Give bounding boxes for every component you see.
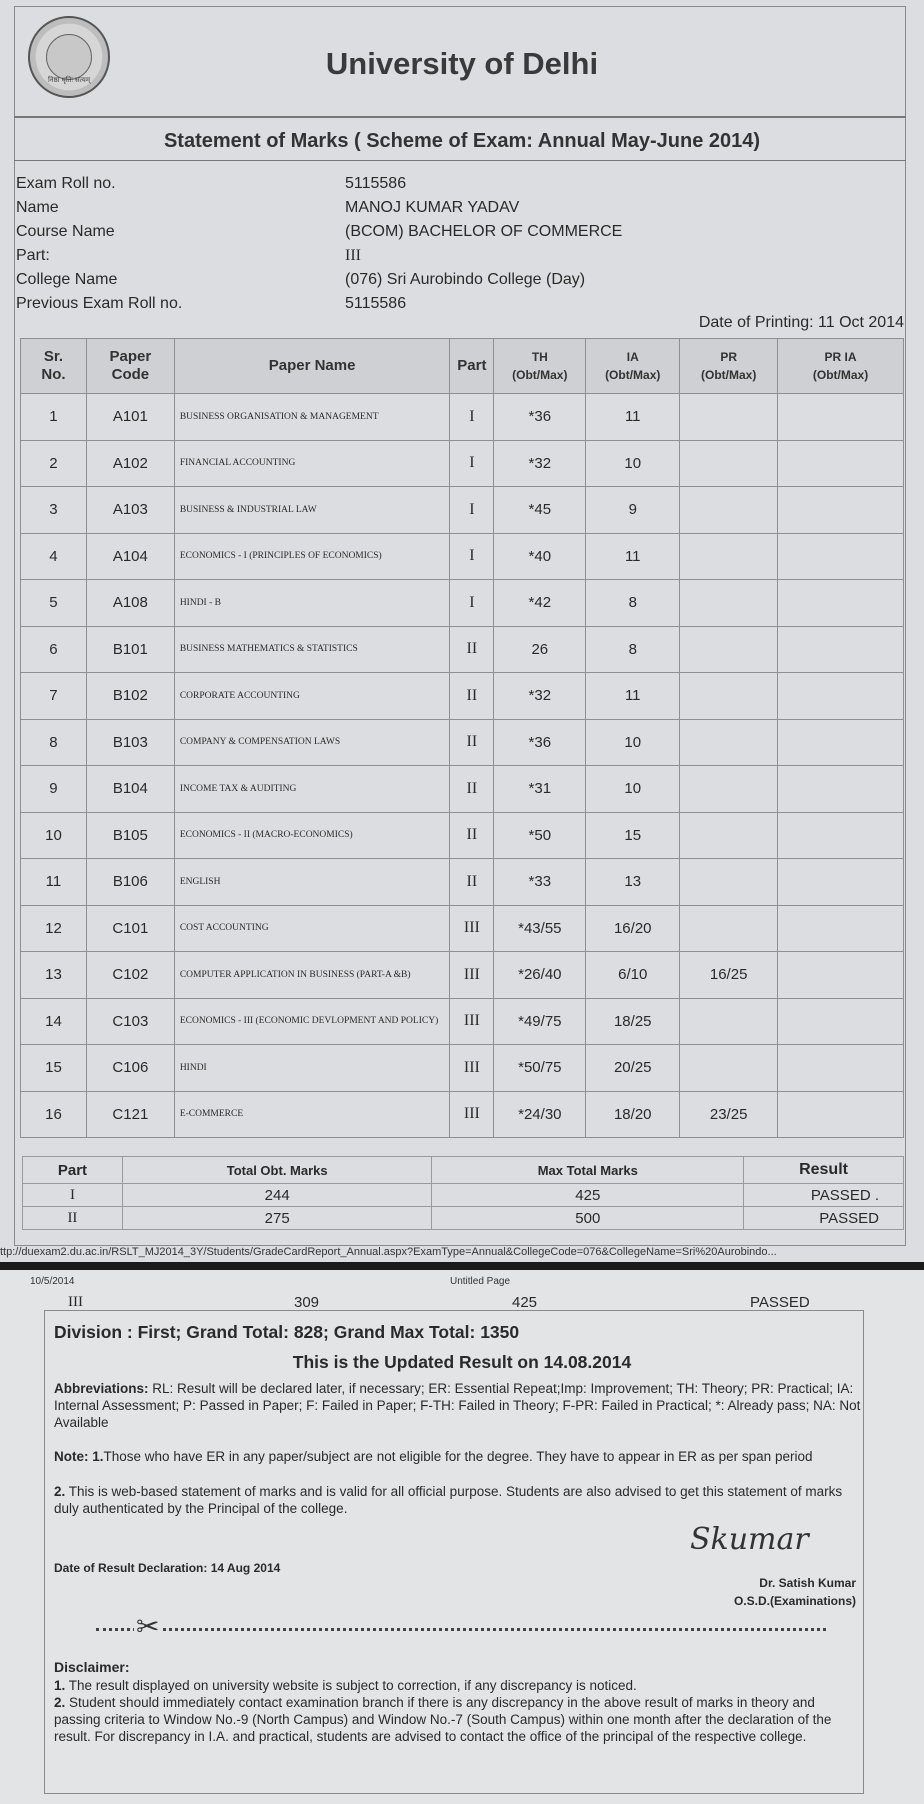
table-row xyxy=(21,859,904,906)
row-code: A104 xyxy=(86,533,174,580)
row-paper-name: INCOME TAX & AUDITING xyxy=(174,766,450,813)
header-code: Paper Code xyxy=(86,339,174,394)
table-row xyxy=(21,1045,904,1092)
row-code: C103 xyxy=(86,998,174,1045)
row-th: *36 xyxy=(494,394,586,441)
row-sr: 6 xyxy=(21,626,87,673)
table-row xyxy=(21,719,904,766)
row-pr-ia xyxy=(778,1045,904,1092)
row-code: B101 xyxy=(86,626,174,673)
row-th: *43/55 xyxy=(494,905,586,952)
row-pr xyxy=(680,719,778,766)
row-part: III xyxy=(450,1045,494,1092)
row-pr-ia xyxy=(778,719,904,766)
table-row xyxy=(21,394,904,441)
row-code: C121 xyxy=(86,1091,174,1138)
totals-obt: 275 xyxy=(122,1207,432,1230)
info-label: Exam Roll no. xyxy=(16,175,116,192)
row-ia: 10 xyxy=(586,719,680,766)
table-row xyxy=(21,766,904,813)
header-paper-name: Paper Name xyxy=(174,339,450,394)
row-part: II xyxy=(450,626,494,673)
totals-result: PASSED . xyxy=(744,1184,904,1207)
row-pr xyxy=(680,440,778,487)
marks-table xyxy=(20,338,904,1138)
table-row xyxy=(21,1091,904,1138)
header-pr-ia: PR IA (Obt/Max) xyxy=(778,339,904,394)
totals-header-obt: Total Obt. Marks xyxy=(122,1157,432,1184)
row-sr: 7 xyxy=(21,673,87,720)
totals-max: 500 xyxy=(432,1207,744,1230)
row-ia: 11 xyxy=(586,673,680,720)
table-row xyxy=(21,812,904,859)
row-code: C106 xyxy=(86,1045,174,1092)
info-value: 5115586 xyxy=(345,295,407,312)
row-th: *50 xyxy=(494,812,586,859)
table-row xyxy=(21,952,904,999)
row-th: *42 xyxy=(494,580,586,627)
updated-result-note: This is the Updated Result on 14.08.2014 xyxy=(292,1352,632,1372)
row-code: A108 xyxy=(86,580,174,627)
row-sr: 4 xyxy=(21,533,87,580)
totals-table xyxy=(22,1156,904,1230)
row-th: 26 xyxy=(494,626,586,673)
row-code: B104 xyxy=(86,766,174,813)
header-part: Part xyxy=(450,339,494,394)
info-value: MANOJ KUMAR YADAV xyxy=(345,199,520,216)
info-label: Name xyxy=(16,199,59,216)
row-part: II xyxy=(450,766,494,813)
totals-result: PASSED xyxy=(750,1294,810,1311)
row-code: A103 xyxy=(86,487,174,534)
row-paper-name: COMPANY & COMPENSATION LAWS xyxy=(174,719,450,766)
row-ia: 18/25 xyxy=(586,998,680,1045)
row-pr-ia xyxy=(778,394,904,441)
row-paper-name: HINDI - B xyxy=(174,580,450,627)
row-th: *33 xyxy=(494,859,586,906)
header-ia: IA (Obt/Max) xyxy=(586,339,680,394)
header-sr: Sr. No. xyxy=(21,339,87,394)
abbreviations: Abbreviations: RL: Result will be declared later, if necessary; ER: Essential Repeat;Imp: Improvement; TH: Theory; PR: Practical; IA: Internal Assessment; P: Passed in Paper; F: Failed in Paper; F-TH: Failed in Theory; F-PR: Failed in Practical; *: Already pass; NA: Not Available xyxy=(54,1381,861,1430)
row-pr: 23/25 xyxy=(680,1091,778,1138)
print-header-title: Untitled Page xyxy=(450,1276,511,1287)
info-label: College Name xyxy=(16,271,118,288)
row-paper-name: ENGLISH xyxy=(174,859,450,906)
row-ia: 10 xyxy=(586,766,680,813)
row-ia: 11 xyxy=(586,533,680,580)
row-pr-ia xyxy=(778,998,904,1045)
signatory-name: Dr. Satish Kumar xyxy=(759,1576,856,1590)
table-row xyxy=(21,626,904,673)
row-sr: 15 xyxy=(21,1045,87,1092)
row-paper-name: ECONOMICS - II (MACRO-ECONOMICS) xyxy=(174,812,450,859)
row-pr-ia xyxy=(778,533,904,580)
row-part: I xyxy=(450,533,494,580)
cut-line xyxy=(96,1628,826,1631)
totals-part: III xyxy=(68,1294,83,1310)
page-two xyxy=(0,1270,924,1804)
row-sr: 13 xyxy=(21,952,87,999)
row-pr xyxy=(680,812,778,859)
row-pr-ia xyxy=(778,580,904,627)
row-pr-ia xyxy=(778,859,904,906)
row-part: III xyxy=(450,1091,494,1138)
totals-header-max: Max Total Marks xyxy=(432,1157,744,1184)
totals-obt: 244 xyxy=(122,1184,432,1207)
row-paper-name: E-COMMERCE xyxy=(174,1091,450,1138)
row-pr-ia xyxy=(778,812,904,859)
row-part: III xyxy=(450,952,494,999)
row-pr-ia xyxy=(778,1091,904,1138)
row-pr xyxy=(680,487,778,534)
row-paper-name: COMPUTER APPLICATION IN BUSINESS (PART-A &B) xyxy=(174,952,450,999)
row-code: C102 xyxy=(86,952,174,999)
statement-title: Statement of Marks ( Scheme of Exam: Annual May-June 2014) xyxy=(163,130,761,152)
row-pr xyxy=(680,905,778,952)
row-th: *24/30 xyxy=(494,1091,586,1138)
row-paper-name: CORPORATE ACCOUNTING xyxy=(174,673,450,720)
marks-body xyxy=(21,394,904,1138)
disclaimer-2: 2. Student should immediately contact examination branch if there is any discrepancy in the above result of marks in theory and passing criteria to Window No.-9 (North Campus) and Window No.-7 (South Campus) within one month after the declaration of the result. For discrepancy in I.A. and practical, students are advised to contact the office of the principal of the respective college. xyxy=(54,1695,832,1744)
row-paper-name: BUSINESS MATHEMATICS & STATISTICS xyxy=(174,626,450,673)
university-title: University of Delhi xyxy=(325,46,599,81)
totals-row-part-three xyxy=(44,1292,864,1314)
row-ia: 15 xyxy=(586,812,680,859)
row-part: II xyxy=(450,673,494,720)
row-sr: 9 xyxy=(21,766,87,813)
info-label: Part: xyxy=(16,247,50,264)
row-code: A102 xyxy=(86,440,174,487)
disclaimer-1: 1. The result displayed on university website is subject to correction, if any discrepancy is noticed. xyxy=(54,1678,637,1693)
row-th: *31 xyxy=(494,766,586,813)
row-ia: 9 xyxy=(586,487,680,534)
totals-row xyxy=(23,1184,904,1207)
note-2: 2. This is web-based statement of marks and is valid for all official purpose. Students are also advised to get this statement of marks duly authenticated by the Principal of the college. xyxy=(54,1484,843,1516)
row-pr xyxy=(680,394,778,441)
totals-header-row xyxy=(23,1157,904,1184)
totals-header-part: Part xyxy=(23,1157,123,1184)
table-row xyxy=(21,440,904,487)
row-code: B103 xyxy=(86,719,174,766)
row-part: II xyxy=(450,859,494,906)
signature: Skumar xyxy=(690,1522,809,1557)
row-sr: 14 xyxy=(21,998,87,1045)
row-pr xyxy=(680,580,778,627)
table-row xyxy=(21,673,904,720)
row-sr: 2 xyxy=(21,440,87,487)
row-th: *40 xyxy=(494,533,586,580)
totals-obt: 309 xyxy=(294,1294,320,1311)
divider xyxy=(14,160,906,161)
row-ia: 8 xyxy=(586,626,680,673)
totals-header-result: Result xyxy=(744,1157,904,1184)
totals-result: PASSED xyxy=(744,1207,904,1230)
divider xyxy=(14,116,906,118)
row-sr: 10 xyxy=(21,812,87,859)
row-part: I xyxy=(450,440,494,487)
signatory-designation: O.S.D.(Examinations) xyxy=(733,1594,856,1608)
row-paper-name: ECONOMICS - III (ECONOMIC DEVLOPMENT AND POLICY) xyxy=(174,998,450,1045)
print-header-date: 10/5/2014 xyxy=(30,1276,75,1287)
signatory-block xyxy=(734,1574,856,1610)
totals-part: II xyxy=(23,1207,123,1230)
declaration-date: Date of Result Declaration: 14 Aug 2014 xyxy=(54,1561,281,1575)
header-th: TH (Obt/Max) xyxy=(494,339,586,394)
row-code: B106 xyxy=(86,859,174,906)
row-ia: 16/20 xyxy=(586,905,680,952)
row-part: III xyxy=(450,905,494,952)
row-ia: 13 xyxy=(586,859,680,906)
division-summary: Division : First; Grand Total: 828; Grand Max Total: 1350 xyxy=(54,1322,520,1342)
row-th: *45 xyxy=(494,487,586,534)
table-header-row xyxy=(21,339,904,394)
row-th: *50/75 xyxy=(494,1045,586,1092)
row-part: II xyxy=(450,812,494,859)
row-pr-ia xyxy=(778,626,904,673)
row-th: *49/75 xyxy=(494,998,586,1045)
totals-row xyxy=(23,1207,904,1230)
page-url: ttp://duexam2.du.ac.in/RSLT_MJ2014_3Y/Students/GradeCardReport_Annual.aspx?ExamType=Annual&CollegeCode=076&CollegeName=Sri%20Aurobindo... xyxy=(0,1246,777,1258)
row-ia: 6/10 xyxy=(586,952,680,999)
row-pr xyxy=(680,673,778,720)
row-sr: 5 xyxy=(21,580,87,627)
row-part: I xyxy=(450,394,494,441)
info-value: 5115586 xyxy=(345,175,407,192)
print-date: Date of Printing: 11 Oct 2014 xyxy=(698,314,904,331)
row-pr xyxy=(680,766,778,813)
totals-part: I xyxy=(23,1184,123,1207)
table-row xyxy=(21,905,904,952)
table-row xyxy=(21,487,904,534)
row-ia: 10 xyxy=(586,440,680,487)
row-paper-name: ECONOMICS - I (PRINCIPLES OF ECONOMICS) xyxy=(174,533,450,580)
info-value: (BCOM) BACHELOR OF COMMERCE xyxy=(345,223,623,240)
row-part: III xyxy=(450,998,494,1045)
row-pr xyxy=(680,998,778,1045)
row-code: C101 xyxy=(86,905,174,952)
row-ia: 20/25 xyxy=(586,1045,680,1092)
row-pr xyxy=(680,859,778,906)
row-ia: 11 xyxy=(586,394,680,441)
info-label: Previous Exam Roll no. xyxy=(16,295,183,312)
row-code: B105 xyxy=(86,812,174,859)
row-th: *26/40 xyxy=(494,952,586,999)
row-pr-ia xyxy=(778,487,904,534)
row-sr: 16 xyxy=(21,1091,87,1138)
table-row xyxy=(21,533,904,580)
row-paper-name: HINDI xyxy=(174,1045,450,1092)
row-pr: 16/25 xyxy=(680,952,778,999)
row-pr-ia xyxy=(778,440,904,487)
seal-motto: निष्ठा धृतिः सत्यम् xyxy=(47,77,91,84)
row-part: II xyxy=(450,719,494,766)
totals-max: 425 xyxy=(432,1184,744,1207)
row-pr xyxy=(680,1045,778,1092)
row-pr xyxy=(680,626,778,673)
row-sr: 1 xyxy=(21,394,87,441)
row-paper-name: BUSINESS & INDUSTRIAL LAW xyxy=(174,487,450,534)
row-pr-ia xyxy=(778,673,904,720)
row-paper-name: FINANCIAL ACCOUNTING xyxy=(174,440,450,487)
row-code: A101 xyxy=(86,394,174,441)
table-row xyxy=(21,998,904,1045)
row-paper-name: BUSINESS ORGANISATION & MANAGEMENT xyxy=(174,394,450,441)
row-sr: 8 xyxy=(21,719,87,766)
header-pr: PR (Obt/Max) xyxy=(680,339,778,394)
row-sr: 12 xyxy=(21,905,87,952)
disclaimer-heading: Disclaimer: xyxy=(54,1659,130,1675)
table-row xyxy=(21,580,904,627)
row-part: I xyxy=(450,487,494,534)
row-th: *32 xyxy=(494,440,586,487)
info-label: Course Name xyxy=(16,223,115,240)
row-pr-ia xyxy=(778,905,904,952)
row-sr: 3 xyxy=(21,487,87,534)
note-1: Note: 1.Those who have ER in any paper/subject are not eligible for the degree. They have to appear in ER as per span period xyxy=(54,1449,813,1464)
row-pr-ia xyxy=(778,952,904,999)
row-code: B102 xyxy=(86,673,174,720)
row-ia: 8 xyxy=(586,580,680,627)
info-value: III xyxy=(345,247,361,264)
row-part: I xyxy=(450,580,494,627)
info-value: (076) Sri Aurobindo College (Day) xyxy=(345,271,586,288)
row-th: *32 xyxy=(494,673,586,720)
row-pr xyxy=(680,533,778,580)
totals-max: 425 xyxy=(512,1294,538,1311)
row-th: *36 xyxy=(494,719,586,766)
row-sr: 11 xyxy=(21,859,87,906)
row-ia: 18/20 xyxy=(586,1091,680,1138)
scissors-icon: ✂ xyxy=(136,1611,160,1642)
row-paper-name: COST ACCOUNTING xyxy=(174,905,450,952)
row-pr-ia xyxy=(778,766,904,813)
